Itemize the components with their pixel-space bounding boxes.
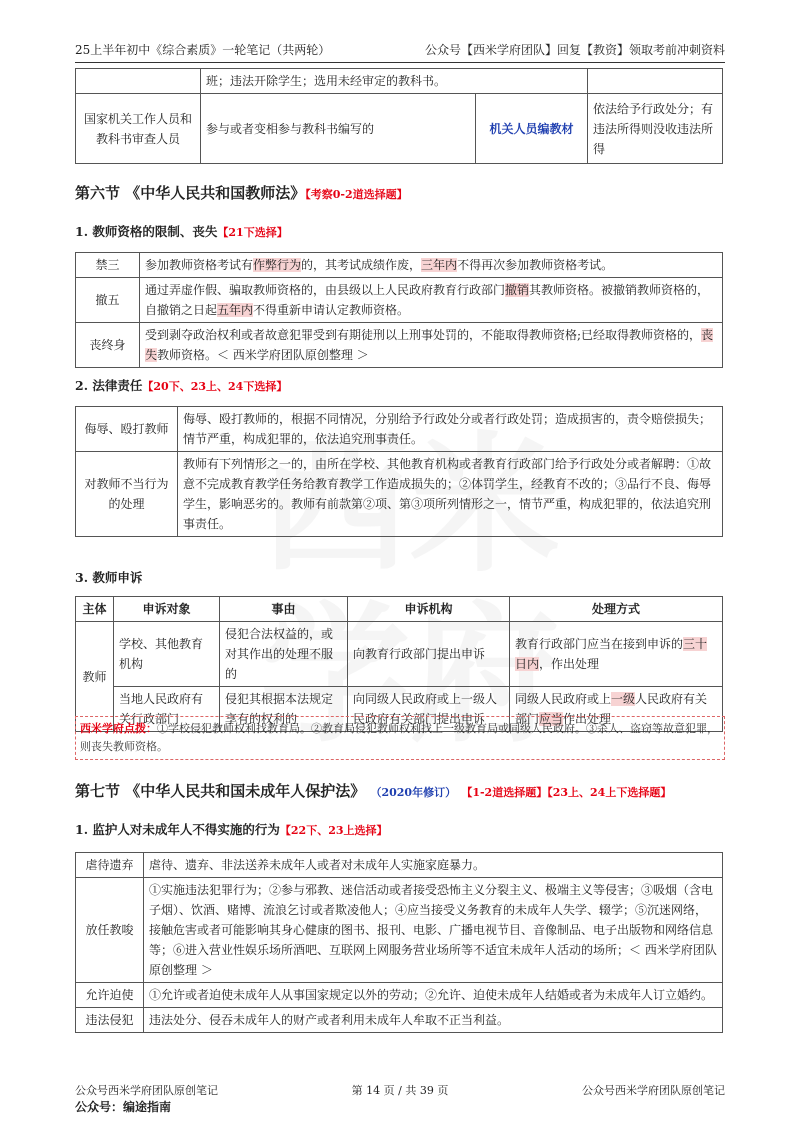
table-row: 对教师不当行为的处理 教师有下列情形之一的，由所在学校、其他教育机构或者教育行政部门给予行政处分或者解聘：①故意不完成教育教学任务给教育教学工作造成损失的；②体罚学生，经教育不改的；③品行不良、侮辱学生，影响恶劣的。教师有前款第②项、第③项所列情形之一，情节严重，构成犯罪的，依法追究刑事责任。	[76, 452, 723, 537]
appeal-table: 主体 申诉对象 事由 申诉机构 处理方式 教师 学校、其他教育机构 侵犯合法权益的，或对其作出的处理不服的 向教育行政部门提出申诉 教育行政部门应当在接到申诉的三十日内，作出处理 当地人民政府有关行政部门 侵犯其根据本法规定享有的权利的 向同级人民政府或上一级人民政府有关部门提出申诉 同级人民政府或上一级人民政府有关部门应当作出处理	[75, 596, 723, 732]
table-row: 丧终身 受到剥夺政治权利或者故意犯罪受到有期徒刑以上刑事处罚的，不能取得教师资格;已经取得教师资格的，丧失教师资格。＜ 西米学府团队原创整理 ＞	[76, 323, 723, 368]
footer-right: 公众号西米学府团队原创笔记	[582, 1084, 725, 1097]
page-number: 第 14 页 / 共 39 页	[351, 1084, 449, 1097]
top-row2-penalty: 依法给予行政处分；有违法所得则没收违法所得	[588, 94, 723, 164]
section6-heading: 第六节 《中华人民共和国教师法》【考察0-2道选择题】	[75, 184, 408, 202]
table-row: 当地人民政府有关行政部门 侵犯其根据本法规定享有的权利的 向同级人民政府或上一级人民政府有关部门提出申诉 同级人民政府或上一级人民政府有关部门应当作出处理	[76, 687, 723, 732]
table-row: 撤五 通过弄虚作假、骗取教师资格的，由县级以上人民政府教育行政部门撤销其教师资格。被撤销教师资格的，自撤销之日起五年内不得重新申请认定教师资格。	[76, 278, 723, 323]
table-row: 放任教唆 ①实施违法犯罪行为；②参与邪教、迷信活动或者接受恐怖主义分裂主义、极端主义等侵害；③吸烟（含电子烟）、饮酒、赌博、流浪乞讨或者欺凌他人；④应当接受义务教育的未成年人失学、辍学；⑤沉迷网络，接触危害或者可能影响其身心健康的图书、报刊、电影、广播电视节目、音像制品、电子出版物和网络信息等；⑥进入营业性娱乐场所酒吧、互联网上网服务营业场所等不适宜未成年人活动的场所；＜ 西米学府团队原创整理 ＞	[76, 878, 723, 983]
sub1-heading: 1. 教师资格的限制、丧失【21下选择】	[75, 224, 288, 239]
header-left: 25上半年初中《综合素质》一轮笔记（共两轮）	[75, 43, 331, 57]
qualification-table	[75, 252, 723, 368]
sub2-heading: 2. 法律责任【20下、23上、24下选择】	[75, 378, 288, 393]
tip-box: 西米学府点拨：①学校侵犯教师权利找教育局。②教育局侵犯教师权利找上一级教育局或同级人民政府。③杀人、盗窃等故意犯罪，则丧失教师资格。	[75, 716, 725, 760]
table-row: 允许迫使 ①允许或者迫使未成年人从事国家规定以外的劳动；②允许、迫使未成年人结婚或者为未成年人订立婚约。	[76, 983, 723, 1008]
table-row: 虐待遗弃 虐待、遗弃、非法送养未成年人或者对未成年人实施家庭暴力。	[76, 853, 723, 878]
top-row2-tag: 机关人员编教材	[476, 94, 588, 164]
sub4-heading: 1. 监护人对未成年人不得实施的行为【22下、23上选择】	[75, 822, 388, 837]
section7-heading: 第七节 《中华人民共和国未成年人保护法》 （2020年修订） 【1-2道选择题】【23上、24上下选择题】	[75, 782, 672, 800]
top-row2-subject: 国家机关工作人员和教科书审查人员	[76, 94, 201, 164]
appeal-subject: 教师	[76, 622, 114, 732]
page-header	[75, 36, 725, 63]
table-row: 侮辱、殴打教师 侮辱、殴打教师的，根据不同情况，分别给予行政处分或者行政处罚；造成损害的，责令赔偿损失；情节严重，构成犯罪的，依法追究刑事责任。	[76, 407, 723, 452]
table-row: 违法侵犯 违法处分、侵吞未成年人的财产或者利用未成年人牟取不正当利益。	[76, 1008, 723, 1033]
sub3-heading: 3. 教师申诉	[75, 570, 143, 585]
guardian-table	[75, 852, 723, 1033]
header-right: 公众号【西米学府团队】回复【教资】领取考前冲刺资料	[424, 43, 725, 57]
page-footer	[75, 1082, 725, 1098]
top-row1-text: 班；违法开除学生；选用未经审定的教科书。	[201, 69, 588, 94]
table-row: 教师 学校、其他教育机构 侵犯合法权益的，或对其作出的处理不服的 向教育行政部门提出申诉 教育行政部门应当在接到申诉的三十日内，作出处理	[76, 622, 723, 687]
table-row: 禁三 参加教师资格考试有作弊行为的，其考试成绩作废，三年内不得再次参加教师资格考试。	[76, 253, 723, 278]
footer-left: 公众号西米学府团队原创笔记	[75, 1084, 218, 1097]
footer-bottom: 公众号：编途指南	[75, 1100, 172, 1114]
top-table	[75, 68, 723, 164]
top-row2-act: 参与或者变相参与教科书编写的	[201, 94, 476, 164]
liability-table	[75, 406, 723, 537]
